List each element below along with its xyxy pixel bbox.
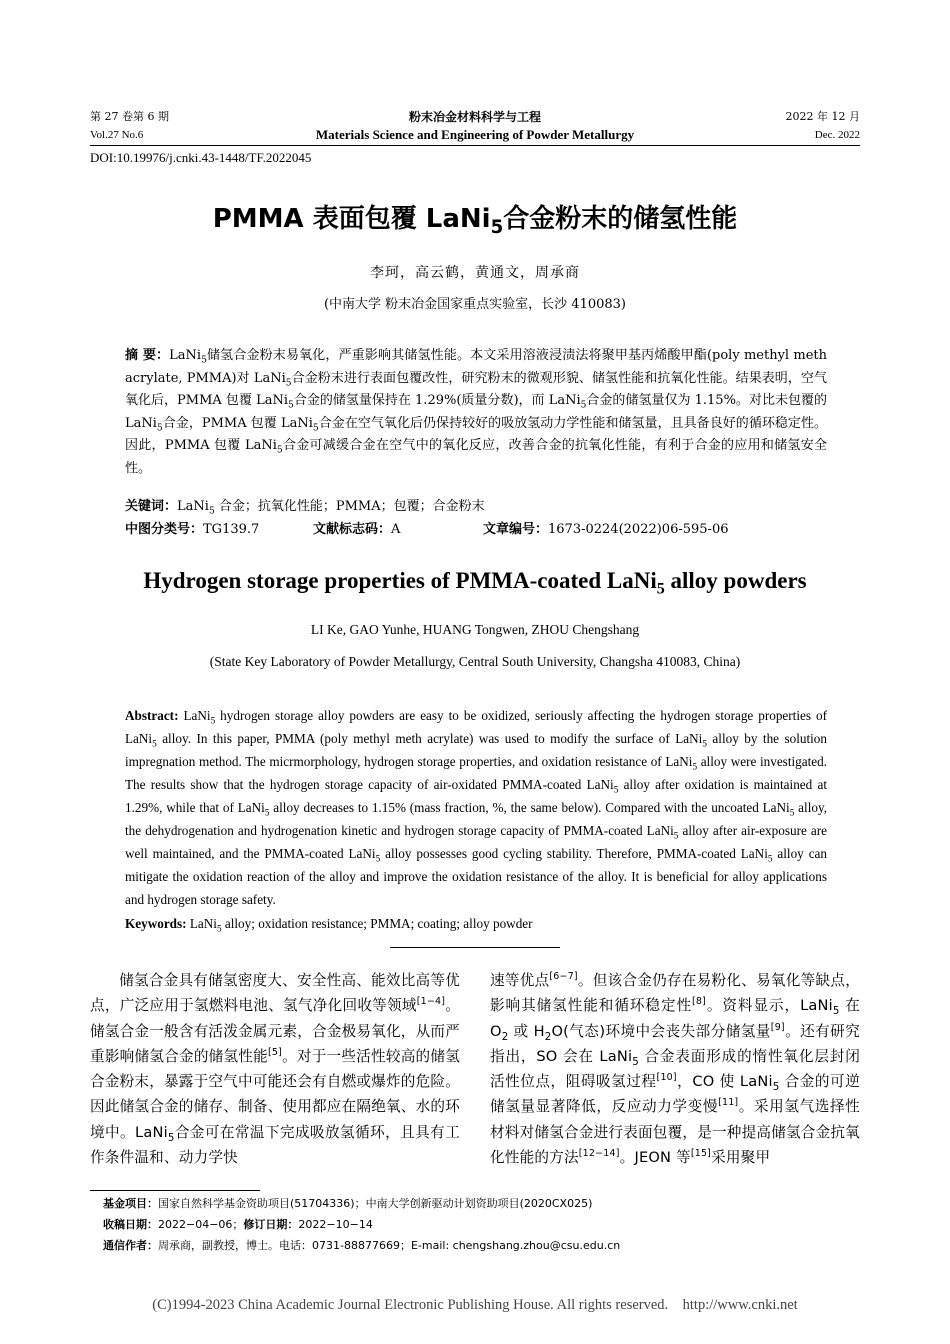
body-right-column: 速等优点[6−7]。但该合金仍存在易粉化、易氧化等缺点，影响其储氢性能和循环稳定性[8]。资料显示，LaNi$_5$ 在 $O_2$ 或 $H_2O$(气态)环境中会丧失部分储氢量[9]。还有研究指出，SO 会在 LaNi$_5$ 合金表面形成的惰性氧化层封闭活性位点，阻碍吸氢过程[10]，CO 使 LaNi$_5$ 合金的可逆储氢量显著降低，反应动力学变慢[11]。采用氢气选择性材料对储氢合金进行表面包覆，是一种提高储氢合金抗氧化性能的方法[12−14]。JEON 等[15]采用聚甲 [490,971,861,1167]
journal-en: Materials Science and Engineering of Powder Metallurgy [315,127,635,142]
issue-en: Vol.27 No.6 [90,129,144,141]
title-en: Hydrogen storage properties of PMMA-coated LaNi$_5$ alloy powders [143,568,807,598]
journal-name [250,108,700,144]
footnotes [103,1193,860,1256]
issue-cn: 第 27 卷第 6 期 [90,110,169,123]
classification-article: 文章编号：1673-0224(2022)06-595-06 [483,522,729,537]
issue-info [90,108,169,144]
classification-clc: 中图分类号：TG139.7 [125,522,260,537]
issue-date [786,108,860,144]
keywords-cn: 关键词：LaNi$_5$ 合金；抗氧化性能；PMMA；包覆；合金粉末 [125,499,485,517]
section-divider [390,947,560,948]
body-left-column: 储氢合金具有储氢密度大、安全性高、能效比高等优点，广泛应用于氢燃料电池、氢气净化回收等领域[1−4]。储氢合金一般含有活泼金属元素，合金极易氧化，从而严重影响储氢合金的储氢性能[5]。对于一些活性较高的储氢合金粉末，暴露于空气中可能还会有自燃或爆炸的危险。因此储氢合金的储存、制备、使用都应在隔绝氧、水的环境中。LaNi$_5$合金可在常温下完成吸放氢循环，且具有工作条件温和、动力学快 [90,972,461,1167]
abstract-cn: 摘 要：LaNi$_5$储氢合金粉末易氧化，严重影响其储氢性能。本文采用溶液浸渍法将聚甲基丙烯酸甲酯(poly methyl meth acrylate, PMMA)对 LaNi$_5$合金粉末进行表面包覆改性，研究粉末的微观形貌、储氢性能和抗氧化性能。结果表明，空气氧化后，PMMA 包覆 LaNi$_5$合金的储氢量保持在 1.29%(质量分数)，而 LaNi$_5$合金的储氢量仅为 1.15%。对比未包覆的 LaNi$_5$合金，PMMA 包覆 LaNi$_5$合金在空气氧化后仍保持较好的吸放氢动力学性能和储氢量，且具备良好的循环稳定性。因此，PMMA 包覆 LaNi$_5$合金可减缓合金在空气中的氧化反应，改善合金的抗氧化性能，有利于合金的应用和储氢安全性。 [125,348,827,476]
authors-en: LI Ke, GAO Yunhe, HUANG Tongwen, ZHOU Chengshang [310,622,640,637]
doi: DOI:10.19976/j.cnki.43-1448/TF.2022045 [90,150,312,165]
header-rule [90,145,860,146]
authors-cn: 李珂，高云鹤，黄通文，周承商 [370,265,580,281]
date-note: 收稿日期：2022−04−06；修订日期：2022−10−14 [103,1218,373,1231]
corresponding-author-note: 通信作者：周承商，副教授，博士。电话：0731-88877669；E-mail: chengshang.zhou@csu.edu.cn [103,1239,621,1252]
footnote-rule [90,1190,260,1191]
affiliation-cn: (中南大学 粉末冶金国家重点实验室，长沙 410083) [323,297,627,312]
fund-note: 基金项目：国家自然科学基金资助项目(51704336)；中南大学创新驱动计划资助项目(2020CX025) [103,1197,593,1210]
journal-cn: 粉末冶金材料科学与工程 [408,110,541,124]
affiliation-en: (State Key Laboratory of Powder Metallurgy, Central South University, Changsha 410083, China) [209,654,741,669]
keywords-en: Keywords: LaNi$_5$ alloy; oxidation resistance; PMMA; coating; alloy powder [125,916,533,934]
title-cn: PMMA 表面包覆 LaNi$_5$合金粉末的储氢性能 [212,204,738,239]
abstract-en: Abstract: LaNi$_5$ hydrogen storage alloy powders are easy to be oxidized, seriously affecting the hydrogen storage properties of LaNi$_5$ alloy. In this paper, PMMA (poly methyl meth acrylate) was used to modify the surface of LaNi$_5$ alloy by the solution impregnation method. The micrmorphology, hydrogen storage properties, and oxidation resistance of LaNi$_5$ alloy were investigated. The results show that the hydrogen storage capacity of air-oxidated PMMA-coated LaNi$_5$ alloy after oxidation is maintained at 1.29%, while that of LaNi$_5$ alloy decreases to 1.15% (mass fraction, %, the same below). Compared with the uncoated LaNi$_5$ alloy, the dehydrogenation and hydrogenation kinetic and hydrogen storage capacity of PMMA-coated LaNi$_5$ alloy after air-exposure are well maintained, and the PMMA-coated LaNi$_5$ alloy possesses good cycling stability. Therefore, PMMA-coated LaNi$_5$ alloy can mitigate the oxidation reaction of the alloy and improve the oxidation resistance of the alloy. It is beneficial for alloy applications and hydrogen storage safety. [125,708,828,907]
copyright-footer: (C)1994-2023 China Academic Journal Electronic Publishing House. All rights reserved. http://www.cnki.net [152,1297,798,1313]
classification-doc: 文献标志码：A [313,522,401,537]
date-en: Dec. 2022 [814,129,860,141]
date-cn: 2022 年 12 月 [785,110,860,123]
